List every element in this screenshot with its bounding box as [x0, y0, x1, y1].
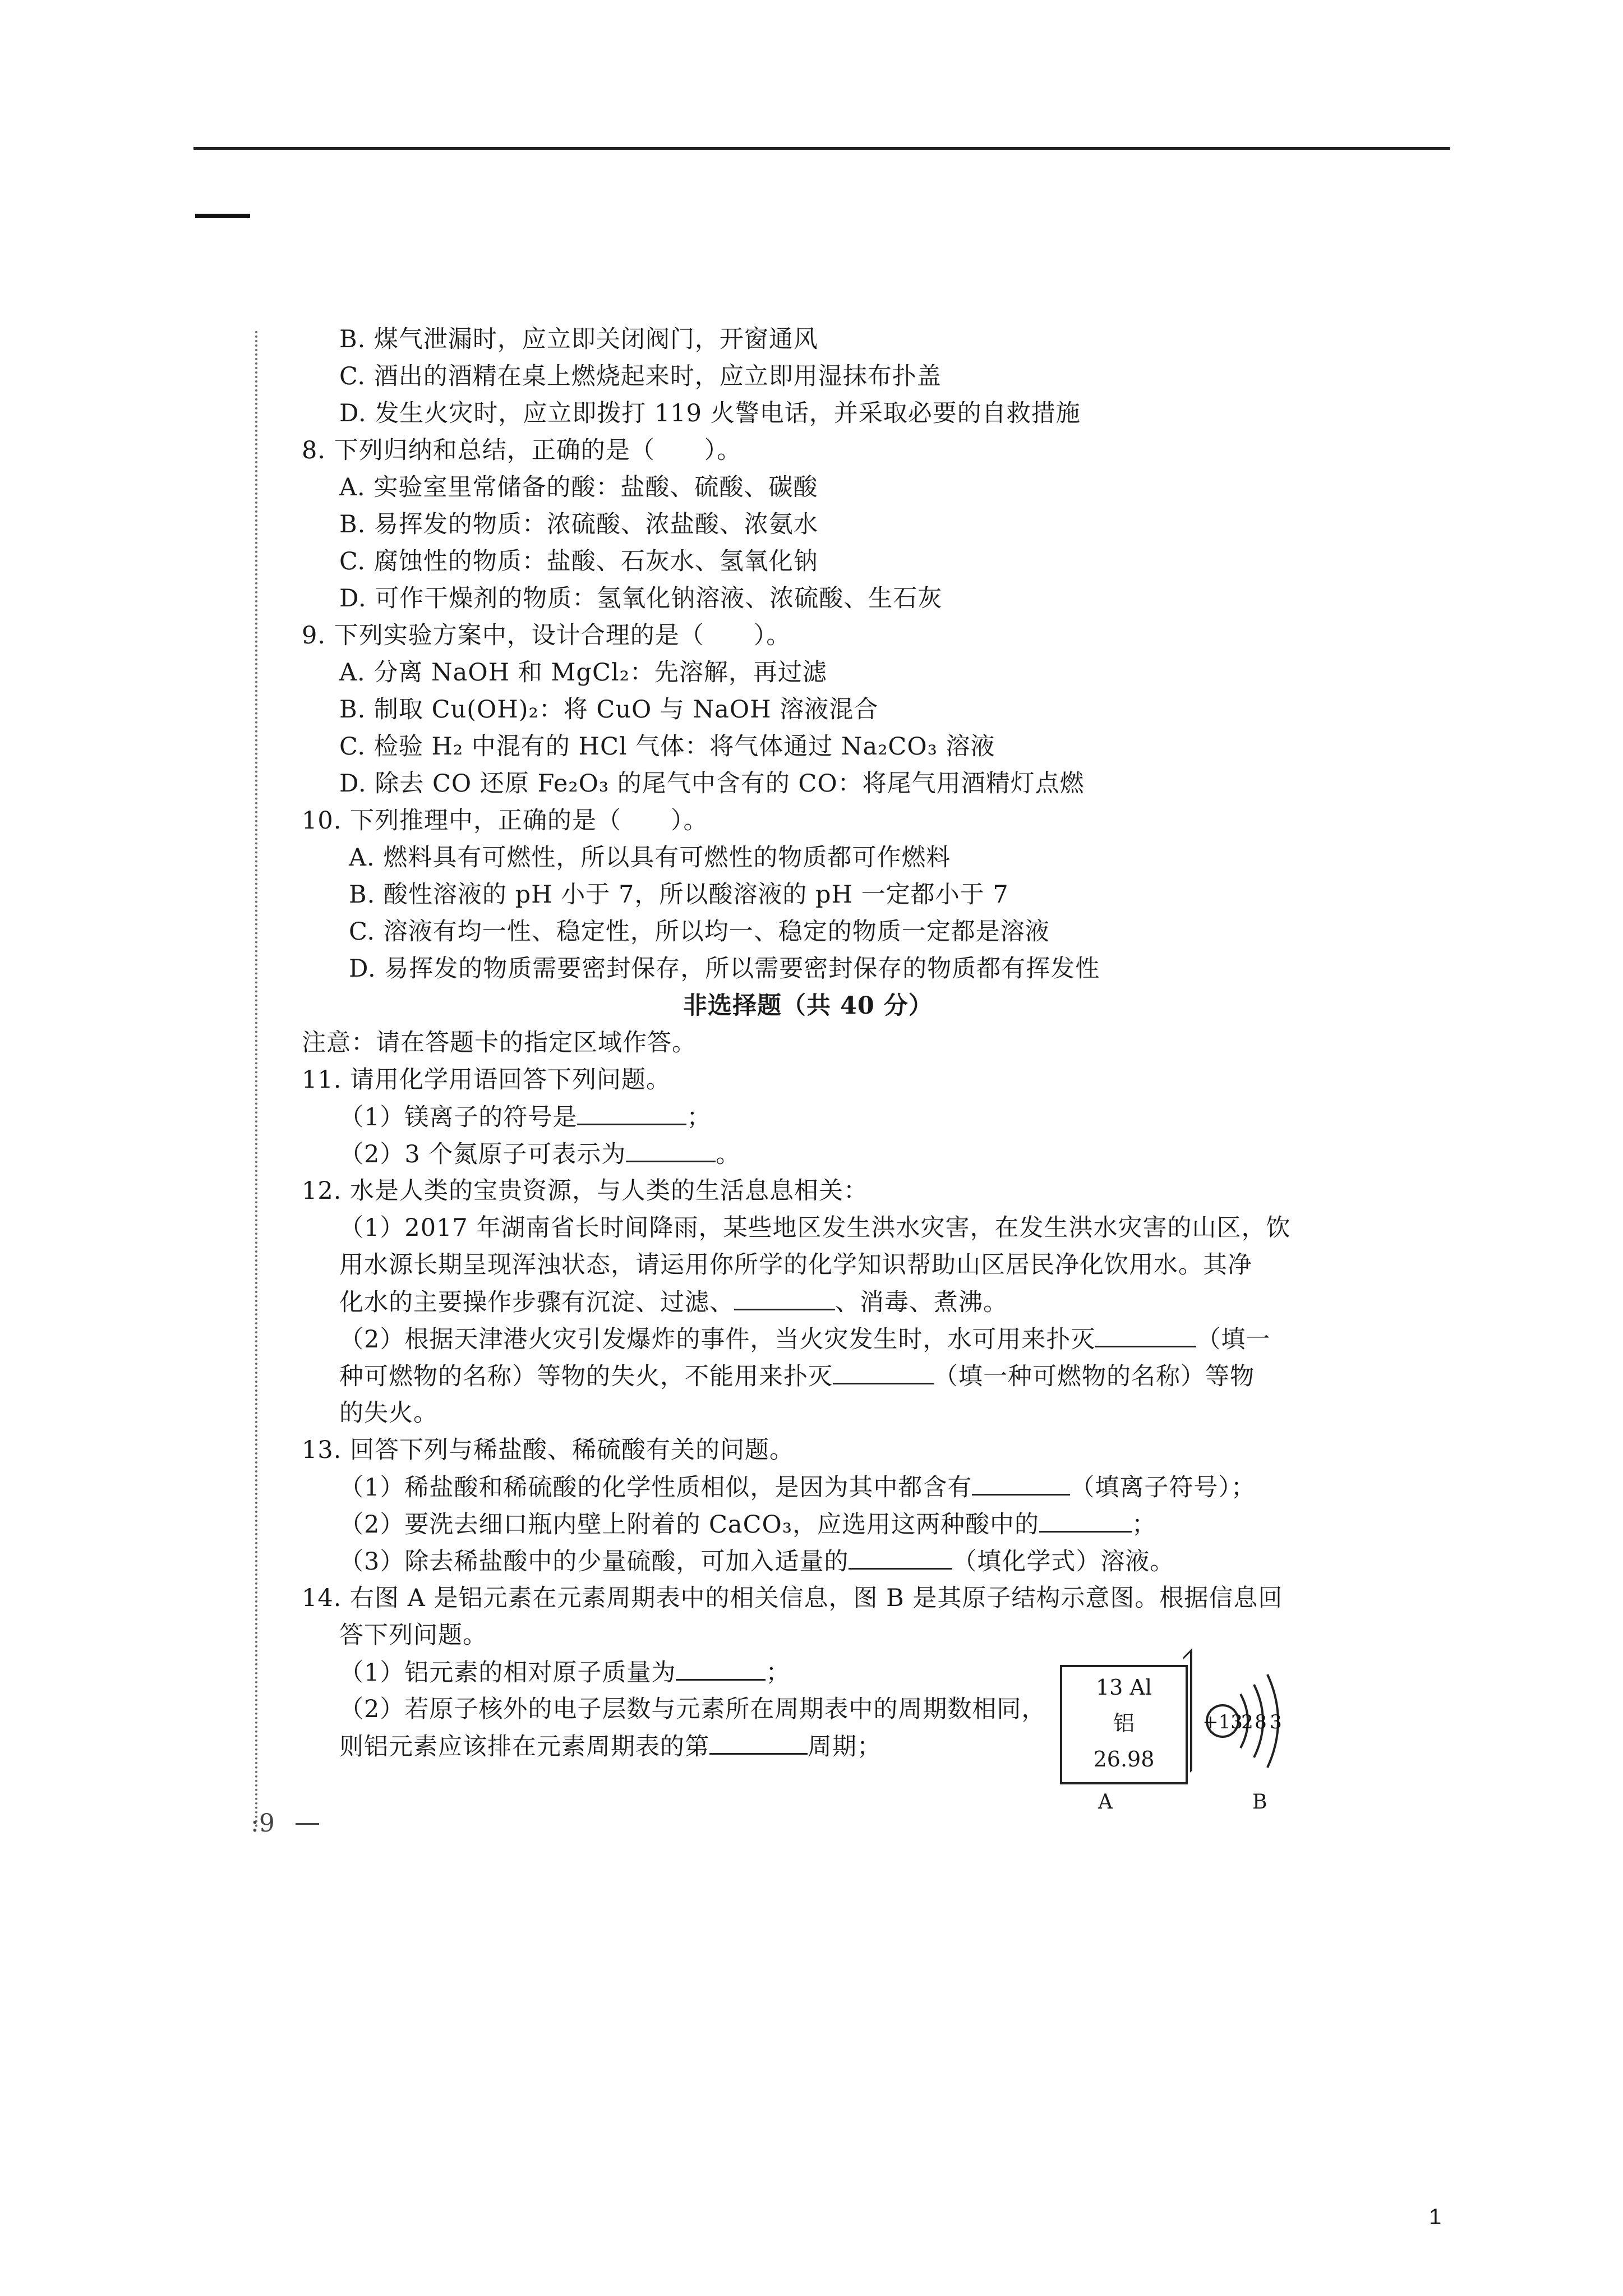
answer-blank: [734, 1286, 835, 1310]
q7-option-b: B. 煤气泄漏时，应立即关闭阀门，开窗通风: [339, 325, 818, 353]
cell-element-name: 铝: [1113, 1711, 1135, 1736]
answer-blank: [849, 1545, 952, 1570]
q14-part-2-line2: 则铝元素应该排在元素周期表的第 周期；: [339, 1731, 882, 1763]
shell-electrons: 2: [1241, 1711, 1253, 1733]
q7-option-d: D. 发生火灾时，应立即拨打 119 火警电话，并采取必要的自救措施: [339, 399, 1081, 427]
question-13: 13. 回答下列与稀盐酸、稀硫酸有关的问题。: [302, 1436, 795, 1464]
q10-option-a: A. 燃料具有可燃性，所以具有可燃性的物质都可作燃料: [349, 844, 951, 872]
q9-option-b: B. 制取 Cu(OH)₂：将 CuO 与 NaOH 溶液混合: [339, 696, 879, 724]
q8-option-b: B. 易挥发的物质：浓硫酸、浓盐酸、浓氨水: [339, 510, 818, 539]
periodic-table-cell: [1060, 1665, 1188, 1784]
answer-blank: [709, 1731, 808, 1755]
section-heading: 非选择题（共 40 分）: [683, 992, 933, 1020]
q10-option-c: C. 溶液有均一性、稳定性，所以均一、稳定的物质一定都是溶液: [349, 918, 1050, 946]
q12-part-1-line2: 用水源长期呈现浑浊状态，请运用你所学的化学知识帮助山区居民净化饮用水。其净: [339, 1251, 1252, 1279]
answer-note: 注意：请在答题卡的指定区域作答。: [302, 1029, 697, 1057]
q13-part-2: （2）要洗去细口瓶内壁上附着的 CaCO₃，应选用这两种酸中的 ；: [339, 1508, 1156, 1540]
footer-dash: [296, 1823, 319, 1825]
shell-electrons: 3: [1270, 1711, 1282, 1733]
q12-part-1-line3: 化水的主要操作步骤有沉淀、过滤、 、消毒、煮沸。: [339, 1286, 1008, 1318]
answer-blank: [626, 1138, 716, 1162]
header-mark: [195, 214, 250, 218]
q12-part-2-line3: 的失火。: [339, 1399, 438, 1427]
q10-option-d: D. 易挥发的物质需要密封保存，所以需要密封保存的物质都有挥发性: [349, 955, 1100, 983]
q11-part-2: （2）3 个氮原子可表示为 。: [339, 1138, 740, 1170]
cell-number-symbol: 13 Al: [1095, 1675, 1152, 1700]
q8-option-c: C. 腐蚀性的物质：盐酸、石灰水、氢氧化钠: [339, 547, 818, 576]
q8-option-d: D. 可作干燥剂的物质：氢氧化钠溶液、浓硫酸、生石灰: [339, 585, 943, 613]
question-12: 12. 水是人类的宝贵资源，与人类的生活息息相关：: [302, 1177, 869, 1205]
question-10: 10. 下列推理中，正确的是（ ）。: [302, 807, 708, 835]
question-14-line1: 14. 右图 A 是铝元素在元素周期表中的相关信息，图 B 是其原子结构示意图。根据信息回: [302, 1584, 1283, 1612]
cell-atomic-mass: 26.98: [1093, 1747, 1155, 1772]
figure-a-label: A: [1098, 1791, 1113, 1814]
header-rule: [193, 147, 1450, 150]
q13-part-1: （1）稀盐酸和稀硫酸的化学性质相似，是因为其中都含有 （填离子符号）；: [339, 1471, 1256, 1503]
q9-option-a: A. 分离 NaOH 和 MgCl₂：先溶解，再过滤: [339, 659, 827, 687]
shell-electrons: 8: [1255, 1711, 1267, 1733]
q12-part-1-line1: （1）2017 年湖南省长时间降雨，某些地区发生洪水灾害，在发生洪水灾害的山区，饮: [339, 1214, 1291, 1242]
q11-part-1: （1）镁离子的符号是 ；: [339, 1101, 711, 1133]
q7-option-c: C. 酒出的酒精在桌上燃烧起来时，应立即用湿抹布扑盖: [339, 362, 942, 390]
q12-part-2-line2: 种可燃物的名称）等物的失火，不能用来扑灭 （填一种可燃物的名称）等物: [339, 1360, 1255, 1392]
question-8: 8. 下列归纳和总结，正确的是（ ）。: [302, 436, 742, 464]
atom-structure-diagram: [1195, 1663, 1290, 1781]
q14-part-1: （1）铝元素的相对原子质量为 ；: [339, 1657, 790, 1688]
q13-part-3: （3）除去稀盐酸中的少量硫酸，可加入适量的 （填化学式）溶液。: [339, 1545, 1174, 1577]
answer-blank: [1039, 1508, 1132, 1533]
q14-part-2-line1: （2）若原子核外的电子层数与元素所在周期表中的周期数相同，: [339, 1695, 1046, 1723]
q9-option-d: D. 除去 CO 还原 Fe₂O₃ 的尾气中含有的 CO：将尾气用酒精灯点燃: [339, 770, 1085, 798]
answer-blank: [676, 1657, 766, 1681]
q9-option-c: C. 检验 H₂ 中混有的 HCl 气体：将气体通过 Na₂CO₃ 溶液: [339, 733, 995, 761]
answer-blank: [1095, 1323, 1196, 1347]
page-number: 1: [1429, 2205, 1442, 2229]
q10-option-b: B. 酸性溶液的 pH 小于 7，所以酸溶液的 pH 一定都小于 7: [349, 881, 1009, 909]
figure-b-label: B: [1252, 1791, 1267, 1814]
question-11: 11. 请用化学用语回答下列问题。: [302, 1066, 671, 1094]
binding-margin-dots: [255, 331, 257, 1829]
answer-blank: [577, 1101, 686, 1125]
margin-page-fragment: :9: [251, 1809, 275, 1838]
nucleus-charge: +13: [1202, 1711, 1243, 1733]
question-14-line2: 答下列问题。: [339, 1621, 487, 1649]
q8-option-a: A. 实验室里常储备的酸：盐酸、硫酸、碳酸: [339, 473, 818, 501]
answer-blank: [833, 1360, 934, 1384]
answer-blank: [972, 1471, 1070, 1496]
question-9: 9. 下列实验方案中，设计合理的是（ ）。: [302, 622, 791, 650]
q12-part-2-line1: （2）根据天津港火灾引发爆炸的事件，当火灾发生时，水可用来扑灭 （填一: [339, 1323, 1270, 1355]
